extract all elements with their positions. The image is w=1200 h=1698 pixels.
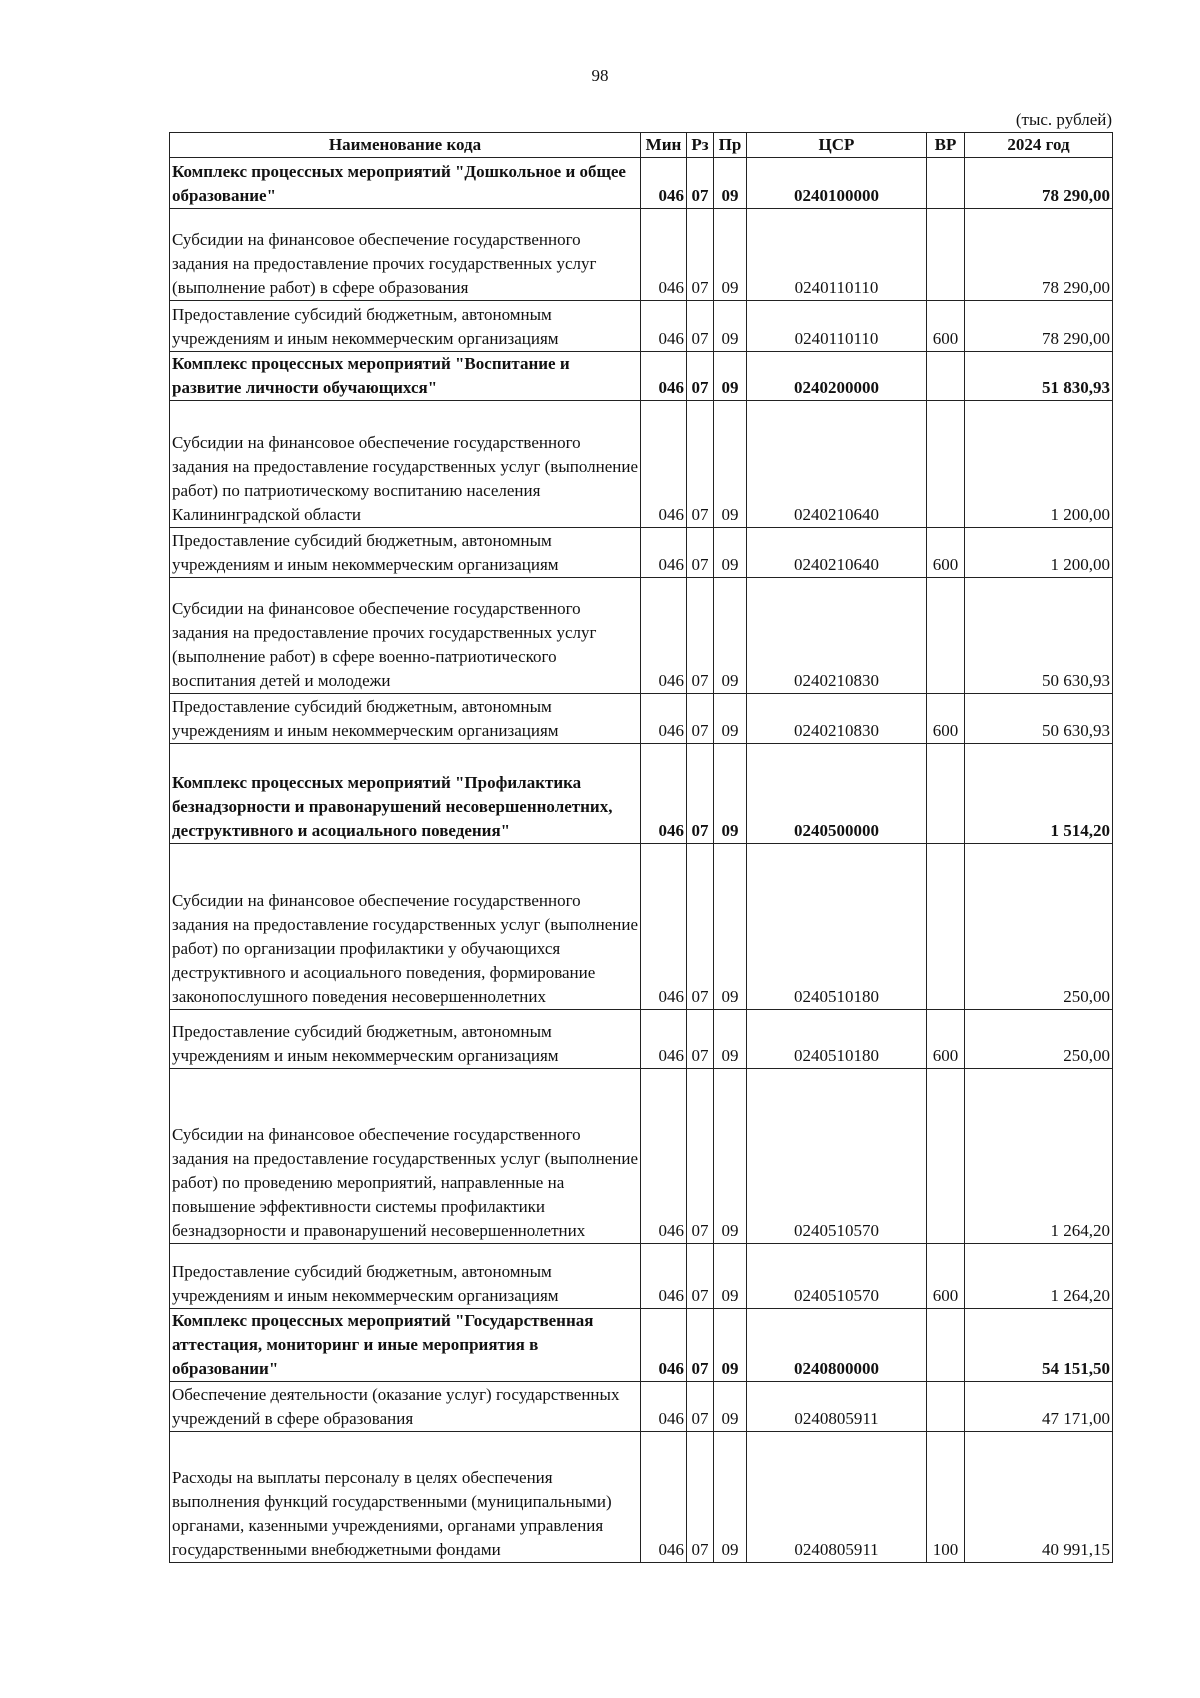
header-min: Мин [641, 133, 687, 158]
table-row [170, 528, 1113, 578]
row-csr-cell: 0240800000 [747, 1309, 927, 1382]
row-vr-cell [927, 578, 965, 694]
row-name-cell: Предоставление субсидий бюджетным, автономным учреждениям и иным некоммерческим организациям [170, 694, 641, 744]
table-row [170, 352, 1113, 401]
table-row [170, 401, 1113, 528]
row-csr-cell: 0240510180 [747, 844, 927, 1010]
row-sum-cell: 78 290,00 [965, 301, 1113, 352]
row-csr-cell: 0240210640 [747, 528, 927, 578]
row-vr-cell [927, 744, 965, 844]
row-csr-cell: 0240210640 [747, 401, 927, 528]
row-vr-cell: 600 [927, 1244, 965, 1309]
row-sum-cell: 50 630,93 [965, 578, 1113, 694]
row-csr-cell: 0240805911 [747, 1382, 927, 1432]
row-pr-cell: 09 [714, 1069, 747, 1244]
row-min-cell: 046 [641, 1382, 687, 1432]
row-min-cell: 046 [641, 401, 687, 528]
row-sum-cell: 250,00 [965, 844, 1113, 1010]
row-csr-cell: 0240200000 [747, 352, 927, 401]
row-rz-cell: 07 [687, 401, 714, 528]
row-pr-cell: 09 [714, 401, 747, 528]
row-name-cell: Обеспечение деятельности (оказание услуг) государственных учреждений в сфере образования [170, 1382, 641, 1432]
row-name-cell: Субсидии на финансовое обеспечение государственного задания на предоставление государственных услуг (выполнение работ) по патриотическому воспитанию населения Калининградской области [170, 401, 641, 528]
row-rz-cell: 07 [687, 1244, 714, 1309]
row-vr-cell [927, 352, 965, 401]
row-min-cell: 046 [641, 1244, 687, 1309]
header-rz: Рз [687, 133, 714, 158]
row-pr-cell: 09 [714, 1244, 747, 1309]
row-min-cell: 046 [641, 1069, 687, 1244]
row-min-cell: 046 [641, 1432, 687, 1563]
row-sum-cell: 50 630,93 [965, 694, 1113, 744]
row-name-cell: Расходы на выплаты персоналу в целях обеспечения выполнения функций государственными (муниципальными) органами, казенными учреждениями, органами управления государственными внебюджетными фондами [170, 1432, 641, 1563]
row-name-cell: Комплекс процессных мероприятий "Воспитание и развитие личности обучающихся" [170, 352, 641, 401]
row-sum-cell: 47 171,00 [965, 1382, 1113, 1432]
row-pr-cell: 09 [714, 301, 747, 352]
row-name-cell: Субсидии на финансовое обеспечение государственного задания на предоставление государственных услуг (выполнение работ) по проведению мероприятий, направленные на повышение эффективности системы профилактики безнадзорности и правонарушений несовершеннолетних [170, 1069, 641, 1244]
row-name-cell: Предоставление субсидий бюджетным, автономным учреждениям и иным некоммерческим организациям [170, 1010, 641, 1069]
row-name-cell: Комплекс процессных мероприятий "Профилактика безнадзорности и правонарушений несовершеннолетних, деструктивного и асоциального поведения" [170, 744, 641, 844]
row-rz-cell: 07 [687, 301, 714, 352]
row-rz-cell: 07 [687, 744, 714, 844]
row-sum-cell: 1 514,20 [965, 744, 1113, 844]
row-name-cell: Предоставление субсидий бюджетным, автономным учреждениям и иным некоммерческим организациям [170, 301, 641, 352]
row-rz-cell: 07 [687, 528, 714, 578]
row-sum-cell: 1 264,20 [965, 1069, 1113, 1244]
row-rz-cell: 07 [687, 844, 714, 1010]
table-row [170, 1069, 1113, 1244]
row-min-cell: 046 [641, 209, 687, 301]
table-row [170, 1244, 1113, 1309]
row-vr-cell [927, 844, 965, 1010]
row-vr-cell [927, 209, 965, 301]
row-name-cell: Субсидии на финансовое обеспечение государственного задания на предоставление прочих государственных услуг (выполнение работ) в сфере образования [170, 209, 641, 301]
row-rz-cell: 07 [687, 694, 714, 744]
row-csr-cell: 0240510180 [747, 1010, 927, 1069]
row-min-cell: 046 [641, 301, 687, 352]
row-vr-cell [927, 1309, 965, 1382]
row-csr-cell: 0240510570 [747, 1244, 927, 1309]
row-pr-cell: 09 [714, 209, 747, 301]
row-vr-cell: 600 [927, 528, 965, 578]
row-vr-cell: 100 [927, 1432, 965, 1563]
row-min-cell: 046 [641, 694, 687, 744]
row-rz-cell: 07 [687, 1432, 714, 1563]
row-pr-cell: 09 [714, 158, 747, 209]
row-vr-cell [927, 1069, 965, 1244]
table-header-row [170, 133, 1113, 158]
row-csr-cell: 0240100000 [747, 158, 927, 209]
row-min-cell: 046 [641, 744, 687, 844]
row-min-cell: 046 [641, 1010, 687, 1069]
row-pr-cell: 09 [714, 694, 747, 744]
row-rz-cell: 07 [687, 1069, 714, 1244]
row-pr-cell: 09 [714, 1010, 747, 1069]
table-body [170, 158, 1113, 1563]
row-vr-cell: 600 [927, 694, 965, 744]
row-sum-cell: 250,00 [965, 1010, 1113, 1069]
row-sum-cell: 1 264,20 [965, 1244, 1113, 1309]
row-rz-cell: 07 [687, 1382, 714, 1432]
row-name-cell: Субсидии на финансовое обеспечение государственного задания на предоставление государственных услуг (выполнение работ) по организации профилактики у обучающихся деструктивного и асоциального поведения, формирование законопослушного поведения несовершеннолетних [170, 844, 641, 1010]
row-csr-cell: 0240110110 [747, 209, 927, 301]
table-row [170, 844, 1113, 1010]
row-min-cell: 046 [641, 844, 687, 1010]
row-csr-cell: 0240210830 [747, 694, 927, 744]
row-pr-cell: 09 [714, 1432, 747, 1563]
row-vr-cell [927, 401, 965, 528]
row-csr-cell: 0240210830 [747, 578, 927, 694]
table-row [170, 301, 1113, 352]
row-rz-cell: 07 [687, 158, 714, 209]
table-row [170, 1010, 1113, 1069]
header-csr: ЦСР [747, 133, 927, 158]
row-pr-cell: 09 [714, 528, 747, 578]
table-row [170, 744, 1113, 844]
row-sum-cell: 78 290,00 [965, 209, 1113, 301]
row-sum-cell: 54 151,50 [965, 1309, 1113, 1382]
row-min-cell: 046 [641, 528, 687, 578]
row-rz-cell: 07 [687, 578, 714, 694]
row-name-cell: Субсидии на финансовое обеспечение государственного задания на предоставление прочих государственных услуг (выполнение работ) в сфере военно-патриотического воспитания детей и молодежи [170, 578, 641, 694]
row-vr-cell [927, 1382, 965, 1432]
page-number: 98 [591, 66, 609, 85]
header-pr: Пр [714, 133, 747, 158]
row-sum-cell: 1 200,00 [965, 528, 1113, 578]
budget-table [169, 132, 1113, 1563]
row-vr-cell: 600 [927, 301, 965, 352]
row-name-cell: Комплекс процессных мероприятий "Дошкольное и общее образование" [170, 158, 641, 209]
row-rz-cell: 07 [687, 209, 714, 301]
row-pr-cell: 09 [714, 352, 747, 401]
table-row [170, 1382, 1113, 1432]
row-csr-cell: 0240510570 [747, 1069, 927, 1244]
row-min-cell: 046 [641, 578, 687, 694]
table-row [170, 578, 1113, 694]
row-min-cell: 046 [641, 352, 687, 401]
table-row [170, 694, 1113, 744]
row-name-cell: Предоставление субсидий бюджетным, автономным учреждениям и иным некоммерческим организациям [170, 528, 641, 578]
row-min-cell: 046 [641, 1309, 687, 1382]
row-pr-cell: 09 [714, 844, 747, 1010]
row-sum-cell: 40 991,15 [965, 1432, 1113, 1563]
row-vr-cell: 600 [927, 1010, 965, 1069]
header-vr: ВР [927, 133, 965, 158]
units-note: (тыс. рублей) [1015, 110, 1112, 129]
row-pr-cell: 09 [714, 1309, 747, 1382]
table-row [170, 158, 1113, 209]
header-year: 2024 год [965, 133, 1113, 158]
row-rz-cell: 07 [687, 352, 714, 401]
row-sum-cell: 1 200,00 [965, 401, 1113, 528]
row-name-cell: Комплекс процессных мероприятий "Государственная аттестация, мониторинг и иные мероприятия в образовании" [170, 1309, 641, 1382]
row-min-cell: 046 [641, 158, 687, 209]
row-csr-cell: 0240805911 [747, 1432, 927, 1563]
table-row [170, 1432, 1113, 1563]
row-rz-cell: 07 [687, 1010, 714, 1069]
row-pr-cell: 09 [714, 744, 747, 844]
row-vr-cell [927, 158, 965, 209]
header-name: Наименование кода [170, 133, 641, 158]
row-sum-cell: 51 830,93 [965, 352, 1113, 401]
row-csr-cell: 0240500000 [747, 744, 927, 844]
row-pr-cell: 09 [714, 578, 747, 694]
table-row [170, 209, 1113, 301]
row-name-cell: Предоставление субсидий бюджетным, автономным учреждениям и иным некоммерческим организациям [170, 1244, 641, 1309]
row-sum-cell: 78 290,00 [965, 158, 1113, 209]
table-row [170, 1309, 1113, 1382]
row-rz-cell: 07 [687, 1309, 714, 1382]
row-csr-cell: 0240110110 [747, 301, 927, 352]
row-pr-cell: 09 [714, 1382, 747, 1432]
